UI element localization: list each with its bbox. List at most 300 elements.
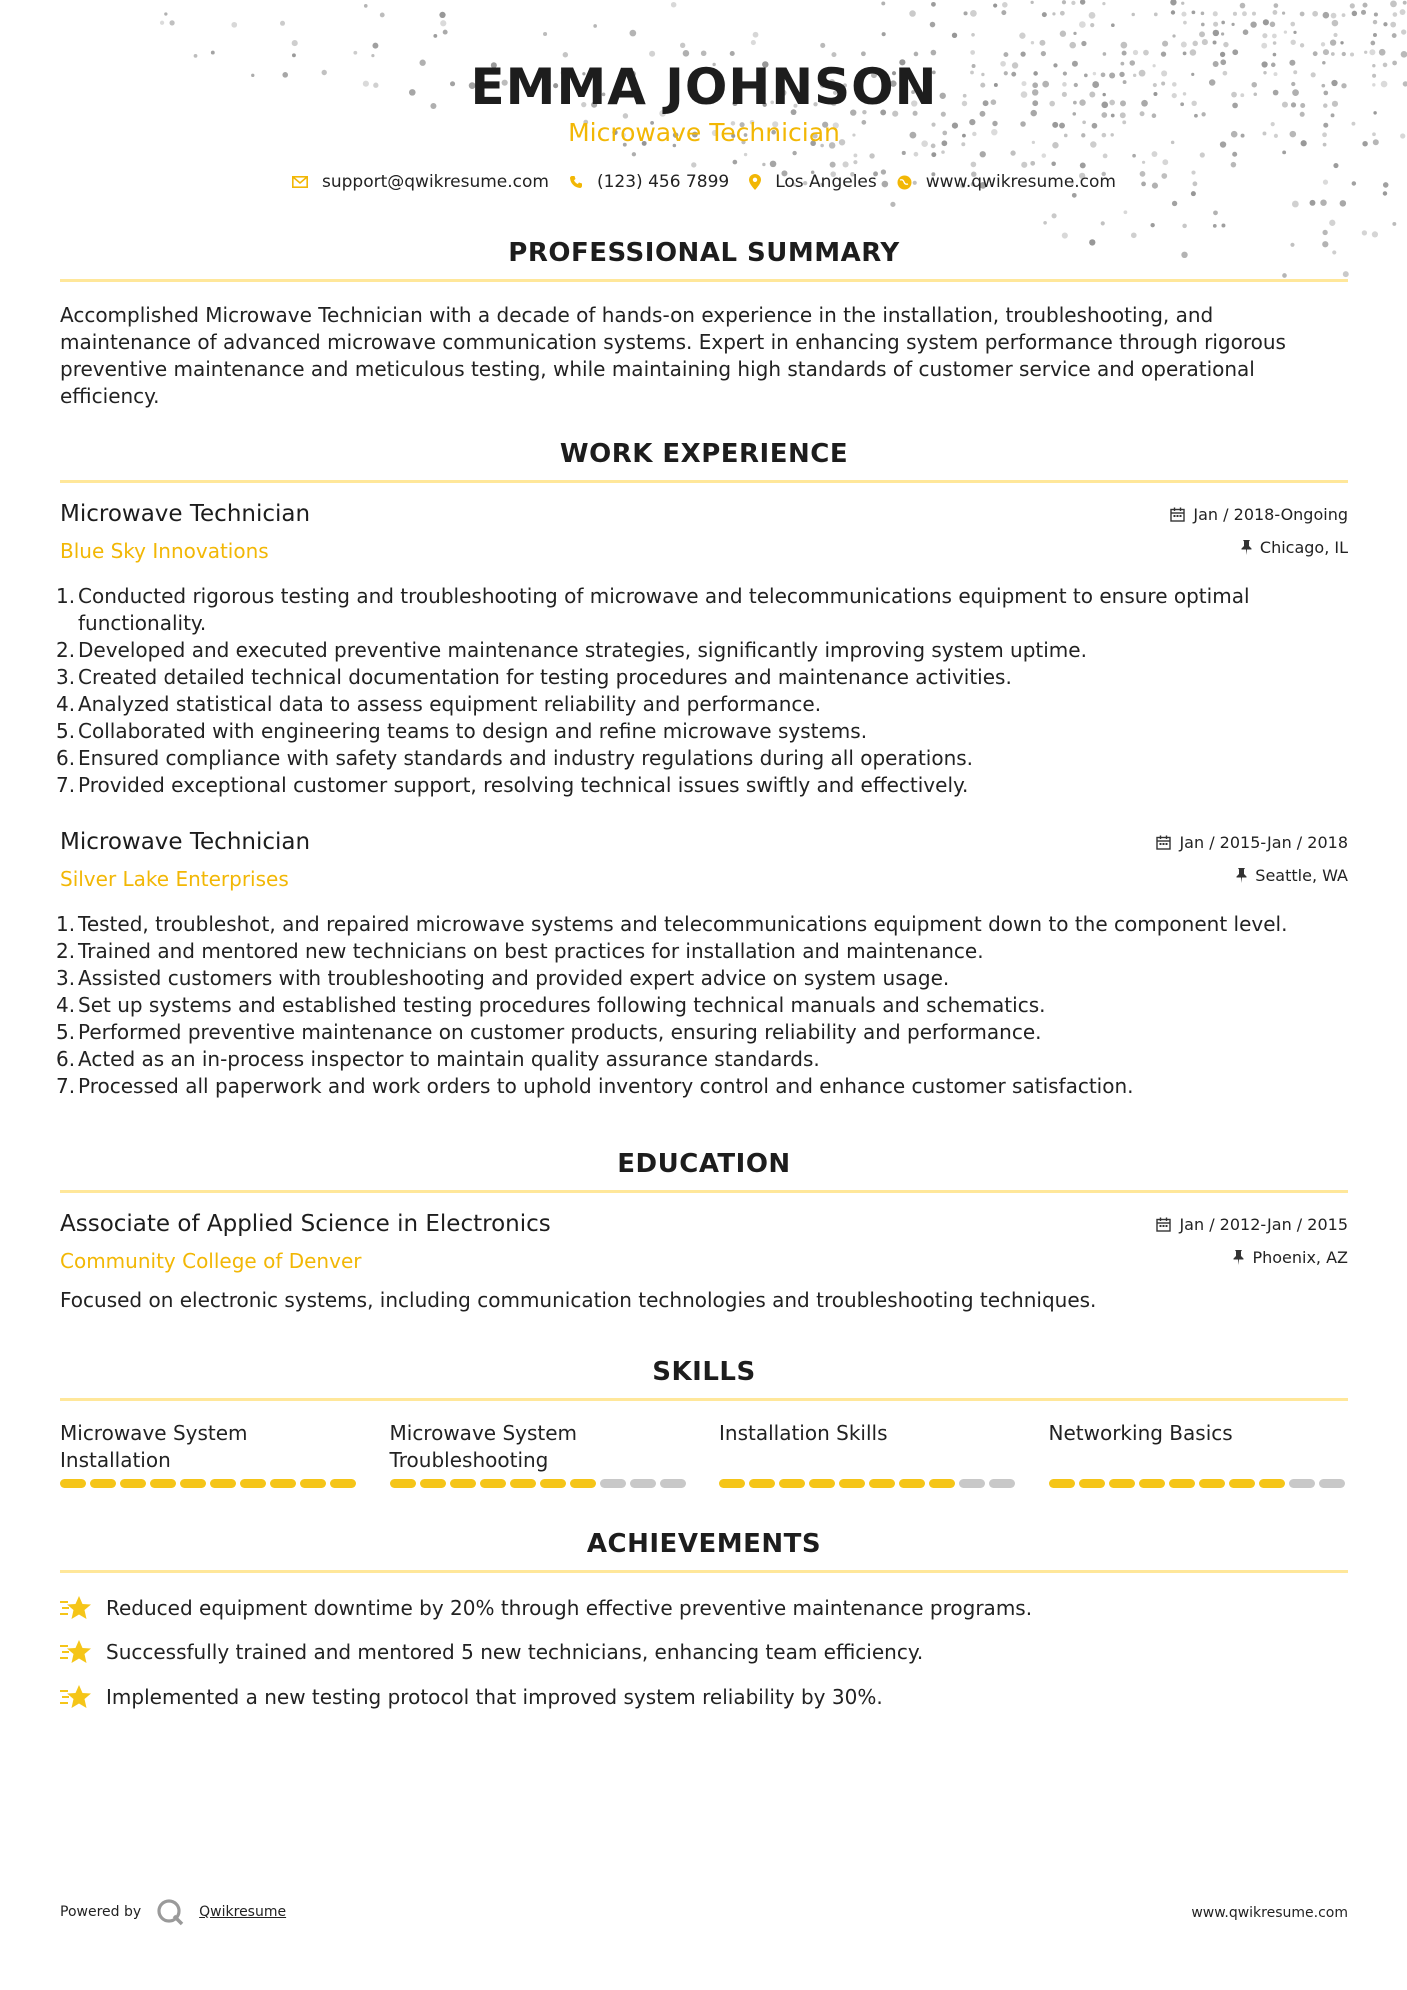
skill-level-bar — [719, 1479, 1015, 1488]
decorative-dot — [931, 2, 936, 7]
decorative-dot — [1142, 161, 1145, 164]
list-item: 5. Performed preventive maintenance on customer products, ensuring reliability and performance. — [56, 1020, 1042, 1044]
decorative-dot — [1020, 51, 1025, 56]
decorative-dot — [1401, 51, 1407, 58]
contact-email-text: support@qwikresume.com — [322, 172, 549, 192]
decorative-dot — [1400, 9, 1406, 15]
decorative-dot — [1392, 33, 1397, 38]
education-description: Focused on electronic systems, including communication technologies and troubleshooting techniques. — [60, 1288, 1097, 1312]
qwikresume-link[interactable]: Qwikresume — [199, 1904, 287, 1920]
decorative-dot — [1322, 230, 1327, 235]
decorative-dot — [1292, 201, 1299, 208]
contact-email[interactable] — [292, 172, 549, 192]
decorative-dot — [1192, 41, 1197, 46]
summary-text: Accomplished Microwave Technician with a decade of hands-on experience in the installation, troubleshooting, and maintenance of advanced microwave communication systems. Expert in enhancing system performance through rigorous preventive maintenance and meticulous testing, while maintaining high standards of customer service and operational efficiency. — [60, 303, 1286, 408]
decorative-dot — [1273, 41, 1277, 45]
decorative-dot — [1321, 42, 1325, 46]
decorative-dot — [1103, 153, 1108, 158]
decorative-dot — [1003, 52, 1008, 57]
job-date — [1156, 833, 1348, 852]
skill-name: Microwave System Installation — [60, 1421, 248, 1472]
decorative-dot — [1333, 163, 1338, 168]
decorative-dot — [914, 52, 919, 57]
job-company: Silver Lake Enterprises — [60, 867, 289, 891]
decorative-dot — [169, 20, 174, 25]
decorative-dot — [1331, 13, 1337, 19]
decorative-dot — [1133, 50, 1138, 55]
decorative-dot — [1213, 22, 1218, 27]
skill-item — [390, 1420, 690, 1496]
skill-level-bar — [60, 1479, 356, 1488]
skills-grid — [60, 1420, 1348, 1496]
decorative-dot — [1252, 12, 1256, 16]
decorative-dot — [733, 160, 738, 165]
skill-segment-filled — [60, 1479, 86, 1488]
decorative-dot — [1390, 22, 1396, 28]
decorative-dot — [1081, 41, 1086, 46]
education-degree: Associate of Applied Science in Electronics — [60, 1211, 551, 1237]
decorative-dot — [1201, 12, 1205, 16]
decorative-dot — [1220, 52, 1225, 57]
decorative-dot — [1143, 50, 1149, 56]
contact-phone[interactable] — [569, 172, 729, 192]
decorative-dot — [630, 30, 637, 37]
decorative-dot — [1333, 33, 1337, 37]
decorative-dot — [1369, 49, 1375, 55]
decorative-dot — [970, 50, 975, 55]
decorative-dot — [1080, 0, 1085, 5]
decorative-dot — [853, 160, 857, 164]
decorative-dot — [1390, 0, 1397, 7]
decorative-dot — [1181, 2, 1184, 5]
list-item: 4. Set up systems and established testing procedures following technical manuals and schematics. — [56, 993, 1046, 1017]
skill-segment-filled — [480, 1479, 506, 1488]
decorative-dot — [869, 153, 874, 158]
decorative-dot — [1361, 10, 1366, 15]
decorative-dot — [1270, 22, 1276, 28]
decorative-dot — [1383, 182, 1389, 188]
job-date-text: Jan / 2015-Jan / 2018 — [1179, 833, 1348, 852]
decorative-dot — [882, 32, 886, 36]
decorative-dot — [671, 2, 677, 8]
decorative-dot — [1090, 23, 1094, 27]
skill-segment-filled — [929, 1479, 955, 1488]
list-item: 7. Provided exceptional customer support, resolving technical issues swiftly and effectively. — [56, 773, 969, 797]
decorative-dot — [1272, 34, 1277, 39]
decorative-dot — [1181, 12, 1186, 17]
decorative-dot — [1221, 223, 1225, 227]
skill-segment-filled — [510, 1479, 536, 1488]
decorative-dot — [1274, 3, 1279, 8]
decorative-dot — [1132, 13, 1135, 16]
achievement-text: Reduced equipment downtime by 20% through effective preventive maintenance programs. — [106, 1596, 1033, 1620]
star-award-icon — [60, 1594, 92, 1622]
skill-segment-filled — [809, 1479, 835, 1488]
skill-item — [1049, 1420, 1349, 1496]
list-item: 1. Tested, troubleshot, and repaired microwave systems and telecommunications equipment down to the component level. — [56, 912, 1288, 936]
decorative-dot — [1124, 210, 1128, 214]
skill-segment-empty — [600, 1479, 626, 1488]
list-item: 3. Assisted customers with troubleshooting and provided expert advice on system usage. — [56, 966, 950, 990]
decorative-dot — [1362, 3, 1367, 8]
decorative-dot — [971, 33, 975, 37]
decorative-dot — [1323, 12, 1330, 19]
education-location — [1233, 1248, 1348, 1267]
decorative-dot — [1213, 40, 1217, 44]
decorative-dot — [1062, 0, 1066, 4]
decorative-dot — [353, 51, 357, 55]
list-item: 4. Analyzed statistical data to assess equipment reliability and performance. — [56, 692, 822, 716]
skill-segment-filled — [1109, 1479, 1135, 1488]
decorative-dot — [1282, 273, 1287, 278]
decorative-dot — [1403, 1, 1407, 5]
summary-divider — [60, 279, 1348, 282]
job-location-text: Seattle, WA — [1255, 866, 1348, 885]
decorative-dot — [443, 30, 448, 35]
contact-phone-text: (123) 456 7899 — [596, 172, 730, 192]
decorative-dot — [1172, 34, 1175, 37]
achievements-divider — [60, 1570, 1348, 1573]
decorative-dot — [792, 151, 796, 155]
decorative-dot — [632, 152, 636, 156]
decorative-dot — [543, 32, 547, 36]
decorative-dot — [1183, 51, 1187, 55]
skill-name: Microwave System Troubleshooting — [389, 1421, 578, 1472]
decorative-dot — [371, 54, 374, 57]
decorative-dot — [1352, 181, 1356, 185]
decorative-dot — [1364, 51, 1367, 54]
decorative-dot — [1154, 13, 1158, 17]
decorative-dot — [1192, 10, 1196, 14]
job-location-text: Chicago, IL — [1259, 538, 1348, 557]
decorative-dot — [1373, 111, 1376, 114]
decorative-dot — [593, 24, 597, 28]
list-item: 2. Trained and mentored new technicians on best practices for installation and maintenance. — [56, 939, 984, 963]
decorative-dot — [1403, 81, 1407, 86]
skill-segment-filled — [420, 1479, 446, 1488]
decorative-dot — [1374, 12, 1378, 16]
decorative-dot — [1381, 81, 1388, 88]
skill-segment-filled — [1079, 1479, 1105, 1488]
decorative-dot — [1213, 30, 1219, 36]
job-date — [1170, 505, 1348, 524]
decorative-dot — [881, 1, 885, 5]
calendar-icon — [1156, 835, 1171, 850]
decorative-dot — [1372, 64, 1375, 67]
list-item: 6. Acted as an in-process inspector to maintain quality assurance standards. — [56, 1047, 820, 1071]
skill-segment-filled — [540, 1479, 566, 1488]
contact-website[interactable] — [897, 172, 1116, 192]
decorative-dot — [1021, 162, 1027, 168]
summary-heading: PROFESSIONAL SUMMARY — [508, 238, 900, 268]
decorative-dot — [1323, 49, 1329, 55]
candidate-title: Microwave Technician — [568, 118, 840, 147]
skill-segment-filled — [210, 1479, 236, 1488]
decorative-dot — [971, 162, 977, 168]
decorative-dot — [1273, 53, 1277, 57]
decorative-dot — [1250, 21, 1256, 27]
achievement-text: Implemented a new testing protocol that improved system reliability by 30%. — [106, 1685, 883, 1709]
decorative-dot — [1372, 231, 1378, 237]
skill-segment-empty — [959, 1479, 985, 1488]
decorative-dot — [1001, 10, 1006, 15]
decorative-dot — [164, 12, 167, 15]
decorative-dot — [1060, 11, 1065, 16]
decorative-dot — [433, 34, 437, 38]
decorative-dot — [1372, 132, 1376, 136]
decorative-dot — [1111, 23, 1115, 27]
decorative-dot — [1213, 210, 1218, 215]
decorative-dot — [1290, 22, 1295, 27]
list-item: 1. Conducted rigorous testing and troubleshooting of microwave and telecommunications equipment to ensure optimal functionality. — [56, 584, 1250, 635]
decorative-dot — [1401, 29, 1406, 34]
skill-segment-filled — [390, 1479, 416, 1488]
skill-segment-filled — [1229, 1479, 1255, 1488]
contact-website-text: www.qwikresume.com — [925, 172, 1116, 192]
decorative-dot — [1170, 0, 1176, 5]
map-pin-icon — [749, 174, 761, 190]
star-award-icon — [60, 1638, 92, 1666]
decorative-dot — [1213, 11, 1218, 16]
skill-segment-filled — [450, 1479, 476, 1488]
decorative-dot — [1072, 193, 1077, 198]
decorative-dot — [1320, 199, 1326, 205]
skill-segment-filled — [719, 1479, 745, 1488]
skill-segment-filled — [869, 1479, 895, 1488]
decorative-dot — [1019, 33, 1025, 39]
decorative-dot — [1263, 19, 1269, 25]
decorative-dot — [1052, 213, 1057, 218]
decorative-dot — [1284, 30, 1287, 33]
decorative-dot — [280, 21, 285, 26]
decorative-dot — [1379, 49, 1386, 56]
experience-divider — [60, 480, 1348, 483]
decorative-dot — [1171, 10, 1175, 14]
decorative-dot — [1089, 12, 1096, 19]
skill-segment-filled — [1199, 1479, 1225, 1488]
decorative-dot — [1043, 221, 1047, 225]
skill-segment-filled — [1139, 1479, 1165, 1488]
decorative-dot — [1373, 20, 1377, 24]
decorative-dot — [830, 162, 836, 168]
decorative-dot — [380, 13, 385, 18]
job-location — [1236, 866, 1348, 885]
list-item: 5. Collaborated with engineering teams to design and refine microwave systems. — [56, 719, 868, 743]
decorative-dot — [1232, 49, 1238, 55]
decorative-dot — [770, 161, 777, 168]
decorative-dot — [1052, 12, 1055, 15]
skill-segment-empty — [989, 1479, 1015, 1488]
decorative-dot — [1073, 32, 1076, 35]
decorative-dot — [1351, 122, 1355, 126]
calendar-icon — [1170, 507, 1185, 522]
decorative-dot — [1313, 51, 1318, 56]
achievement-item — [60, 1594, 1348, 1622]
decorative-dot — [1232, 152, 1237, 157]
contact-location — [749, 172, 877, 192]
decorative-dot — [1342, 52, 1346, 56]
job-bullets — [56, 911, 1348, 1100]
decorative-dot — [909, 10, 916, 17]
star-award-icon — [60, 1683, 92, 1711]
achievements-heading: ACHIEVEMENTS — [586, 1529, 822, 1559]
decorative-dot — [1221, 21, 1225, 25]
education-divider — [60, 1190, 1348, 1193]
decorative-dot — [843, 161, 849, 167]
contact-bar — [60, 172, 1348, 192]
decorative-dot — [1240, 3, 1246, 9]
skill-segment-filled — [240, 1479, 266, 1488]
decorative-dot — [1199, 31, 1205, 37]
list-item: 6. Ensured compliance with safety standards and industry regulations during all operations. — [56, 746, 974, 770]
decorative-dot — [1182, 224, 1187, 229]
skill-segment-filled — [779, 1479, 805, 1488]
decorative-dot — [211, 51, 215, 55]
decorative-dot — [1042, 12, 1047, 17]
decorative-dot — [1042, 153, 1047, 158]
decorative-dot — [1383, 22, 1387, 26]
achievement-item — [60, 1638, 1348, 1666]
decorative-dot — [820, 43, 825, 48]
skill-segment-filled — [899, 1479, 925, 1488]
decorative-dot — [753, 32, 759, 38]
powered-by-label: Powered by — [60, 1904, 142, 1920]
decorative-dot — [292, 40, 298, 46]
decorative-dot — [1102, 2, 1105, 5]
decorative-dot — [1393, 12, 1398, 17]
skill-segment-filled — [839, 1479, 865, 1488]
job-location — [1241, 538, 1348, 557]
decorative-dot — [1383, 63, 1388, 68]
skill-segment-filled — [150, 1479, 176, 1488]
decorative-dot — [1213, 224, 1217, 228]
decorative-dot — [1122, 51, 1127, 56]
decorative-dot — [890, 202, 895, 207]
decorative-dot — [649, 51, 655, 57]
decorative-dot — [1190, 49, 1197, 56]
decorative-dot — [1282, 150, 1286, 154]
skill-segment-filled — [749, 1479, 775, 1488]
decorative-dot — [952, 33, 957, 38]
decorative-dot — [1329, 220, 1335, 226]
decorative-dot — [1350, 53, 1354, 57]
skill-segment-empty — [630, 1479, 656, 1488]
decorative-dot — [1343, 271, 1349, 277]
decorative-dot — [1121, 42, 1128, 49]
job-bullets — [56, 583, 1348, 799]
footer-website[interactable]: www.qwikresume.com — [1191, 1905, 1348, 1921]
decorative-dot — [1231, 23, 1234, 26]
skill-segment-filled — [120, 1479, 146, 1488]
skill-segment-empty — [1319, 1479, 1345, 1488]
qwikresume-logo-icon — [155, 1897, 185, 1927]
decorative-dot — [1342, 13, 1346, 17]
decorative-dot — [1340, 41, 1343, 44]
decorative-dot — [1231, 162, 1237, 168]
job-company: Blue Sky Innovations — [60, 539, 269, 563]
decorative-dot — [1080, 162, 1086, 168]
decorative-dot — [1340, 200, 1346, 206]
decorative-dot — [980, 151, 986, 157]
skill-segment-filled — [330, 1479, 356, 1488]
decorative-dot — [563, 52, 568, 57]
skill-segment-filled — [1259, 1479, 1285, 1488]
decorative-dot — [440, 20, 446, 26]
decorative-dot — [1383, 191, 1387, 195]
globe-icon — [897, 175, 912, 190]
decorative-dot — [1060, 31, 1066, 37]
decorative-dot — [1002, 2, 1008, 8]
decorative-dot — [439, 12, 445, 18]
skill-name: Networking Basics — [1048, 1421, 1233, 1445]
decorative-dot — [1069, 42, 1076, 49]
decorative-dot — [941, 150, 945, 154]
decorative-dot — [1010, 150, 1015, 155]
decorative-dot — [1392, 222, 1396, 226]
decorative-dot — [1162, 41, 1168, 47]
candidate-name: EMMA JOHNSON — [470, 58, 938, 116]
decorative-dot — [1150, 223, 1154, 227]
job-title: Microwave Technician — [60, 501, 311, 527]
job-date-text: Jan / 2018-Ongoing — [1193, 505, 1348, 524]
decorative-dot — [1262, 33, 1267, 38]
decorative-dot — [1233, 12, 1237, 16]
job-title: Microwave Technician — [60, 829, 311, 855]
skill-segment-filled — [180, 1479, 206, 1488]
decorative-dot — [1041, 51, 1046, 56]
decorative-dot — [1332, 20, 1339, 27]
decorative-dot — [1350, 3, 1355, 8]
decorative-dot — [1132, 154, 1136, 158]
decorative-dot — [1031, 41, 1034, 44]
decorative-dot — [1282, 12, 1285, 15]
decorative-dot — [1051, 161, 1056, 166]
decorative-dot — [1202, 39, 1208, 45]
decorative-dot — [1330, 39, 1336, 45]
decorative-dot — [914, 152, 919, 157]
decorative-dot — [730, 51, 735, 56]
pushpin-icon — [1236, 868, 1247, 883]
decorative-dot — [1103, 52, 1107, 56]
decorative-dot — [1300, 43, 1304, 47]
decorative-dot — [861, 51, 866, 56]
skill-level-bar — [390, 1479, 686, 1488]
skill-segment-filled — [270, 1479, 296, 1488]
achievement-item — [60, 1683, 1348, 1711]
decorative-dot — [1221, 32, 1224, 35]
education-location-text: Phoenix, AZ — [1252, 1248, 1348, 1267]
skill-segment-filled — [570, 1479, 596, 1488]
list-item: 2. Developed and executed preventive maintenance strategies, significantly improving system uptime. — [56, 638, 1087, 662]
skill-segment-empty — [660, 1479, 686, 1488]
experience-heading: WORK EXPERIENCE — [559, 439, 849, 469]
decorative-dot — [1243, 29, 1249, 35]
decorative-dot — [931, 50, 937, 56]
decorative-dot — [1181, 42, 1187, 48]
decorative-dot — [1272, 10, 1277, 15]
decorative-dot — [1373, 139, 1379, 145]
skills-heading: SKILLS — [652, 1357, 756, 1387]
decorative-dot — [751, 40, 756, 45]
decorative-dot — [1291, 40, 1296, 45]
decorative-dot — [1370, 41, 1375, 46]
skill-item — [719, 1420, 1019, 1496]
decorative-dot — [964, 11, 968, 15]
decorative-dot — [1039, 40, 1045, 46]
education-heading: EDUCATION — [617, 1149, 791, 1179]
phone-icon — [569, 175, 583, 189]
skill-segment-filled — [1049, 1479, 1075, 1488]
